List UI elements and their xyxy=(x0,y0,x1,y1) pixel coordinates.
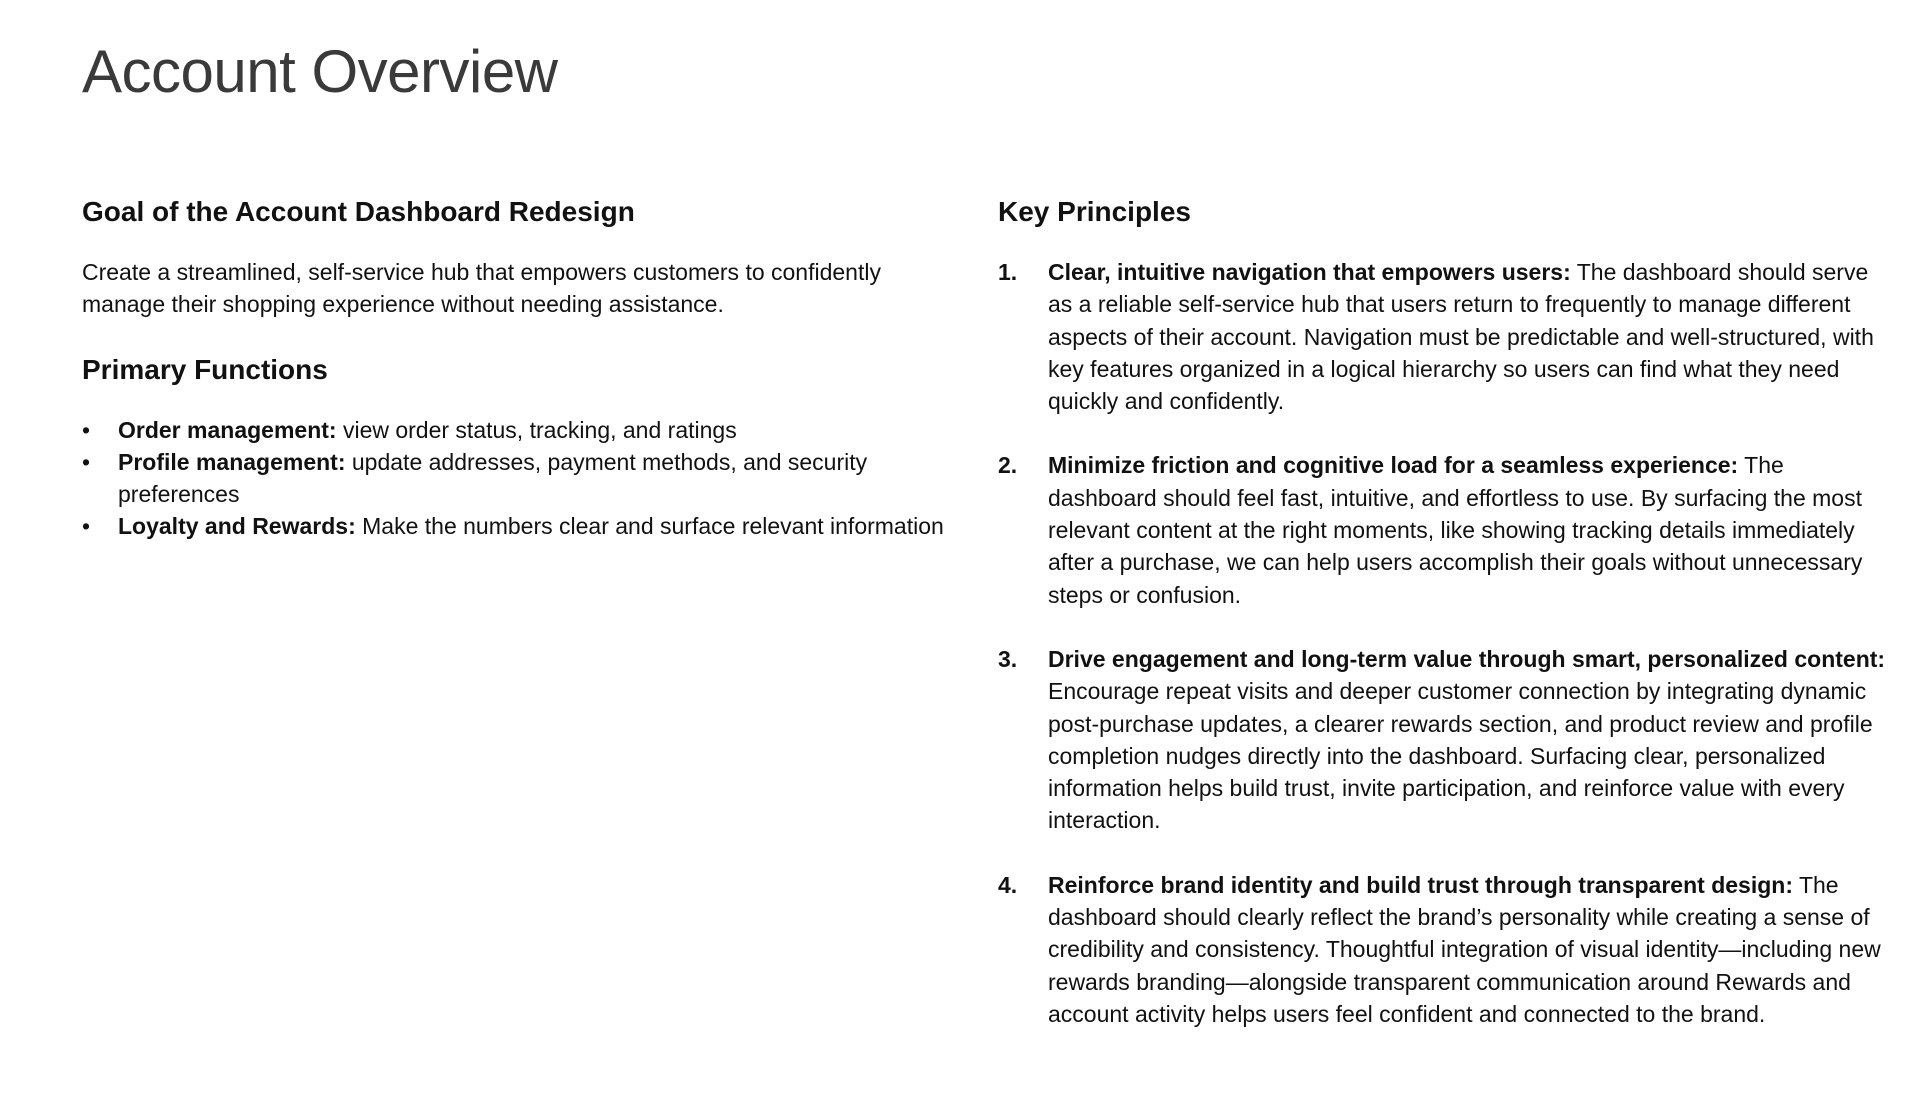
principle-text: The dashboard should feel fast, intuitive, and effortless to use. By surfacing the most relevant content at the right moments, like showing tracking details immediately after a purchase, we can help users accomplish their goals without unnecessary steps or confusion. xyxy=(1048,452,1863,608)
bullet-icon: • xyxy=(82,513,91,539)
principle-lead: Clear, intuitive navigation that empowers users: xyxy=(1048,259,1571,285)
principle-lead: Drive engagement and long-term value through smart, personalized content: xyxy=(1048,645,1886,672)
page-title: Account Overview xyxy=(82,38,558,105)
principle-number: 1. xyxy=(998,259,1018,285)
function-lead: Loyalty and Rewards: xyxy=(118,513,356,539)
function-item-order-management xyxy=(82,414,962,446)
function-lead: Order management: xyxy=(118,417,337,443)
left-column xyxy=(82,188,962,542)
principle-text: Encourage repeat visits and deeper customer connection by integrating dynamic post-purchase updates, a clearer rewards section, and product review and profile completion nudges directly into the dashboard. Surfacing clear, personalized information helps build trust, invite participation, and reinforce value with every interaction. xyxy=(1048,678,1873,834)
bullet-icon: • xyxy=(82,449,91,475)
principle-item-navigation xyxy=(998,256,1888,417)
function-text: update addresses, payment methods, and security preferences xyxy=(118,449,868,507)
function-text: view order status, tracking, and ratings xyxy=(336,417,737,443)
principle-lead: Minimize friction and cognitive load for a seamless experience: xyxy=(1048,452,1739,479)
functions-heading: Primary Functions xyxy=(82,354,328,385)
bullet-icon: • xyxy=(82,417,91,443)
principle-text: The dashboard should clearly reflect the brand’s personality while creating a sense of credibility and consistency. Thoughtful integration of visual identity—including new rewards branding—alongside transparent communication around Rewards and account activity helps users feel confident and connected to the brand. xyxy=(1048,871,1881,1027)
principle-item-friction xyxy=(998,449,1888,610)
goal-heading: Goal of the Account Dashboard Redesign xyxy=(82,196,635,227)
function-text: Make the numbers clear and surface relevant information xyxy=(355,513,944,539)
principle-text: The dashboard should serve as a reliable self-service hub that users return to frequently to manage different aspects of their account. Navigation must be predictable and well-structured, with key features organized in a logical hierarchy so users can find what they need quickly and confidently. xyxy=(1048,259,1874,415)
goal-text: Create a streamlined, self-service hub that empowers customers to confidently manage their shopping experience without needing assistance. xyxy=(82,259,881,317)
right-column xyxy=(998,188,1888,1062)
principle-number: 4. xyxy=(998,871,1018,898)
principle-lead: Reinforce brand identity and build trust through transparent design: xyxy=(1048,871,1793,898)
function-lead: Profile management: xyxy=(118,449,346,475)
function-item-profile-management xyxy=(82,446,962,510)
principles-heading: Key Principles xyxy=(998,196,1191,227)
functions-list xyxy=(82,414,962,542)
principles-list xyxy=(998,256,1888,1030)
function-item-loyalty-rewards xyxy=(82,510,962,542)
principle-number: 2. xyxy=(998,452,1018,479)
principle-item-engagement xyxy=(998,643,1888,837)
principle-item-brand-identity xyxy=(998,869,1888,1030)
principle-number: 3. xyxy=(998,645,1018,672)
